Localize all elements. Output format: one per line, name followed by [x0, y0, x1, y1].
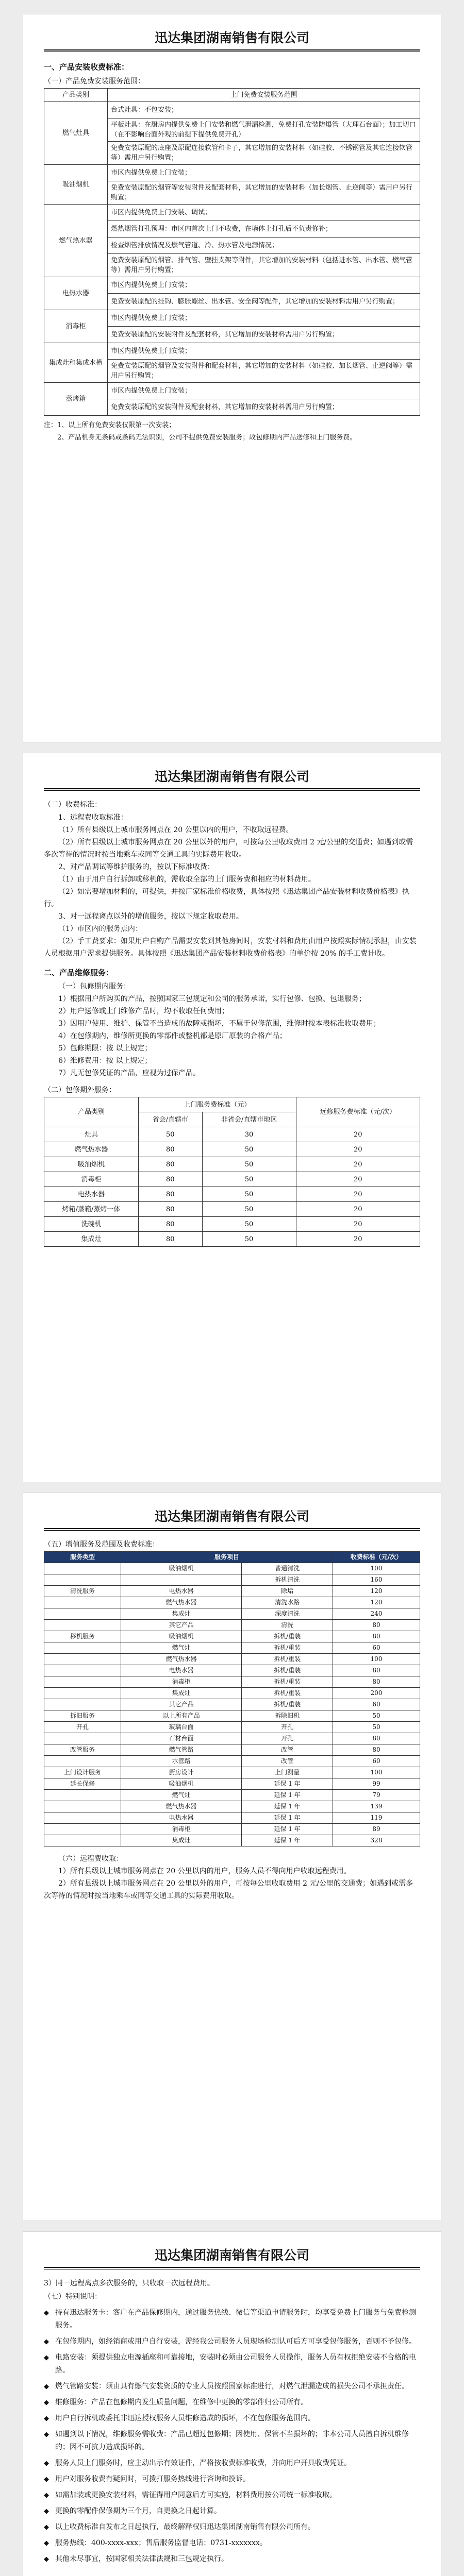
table-cell: 燃气灶	[121, 1790, 242, 1801]
paragraph: 4）在包修期内，维修所更换的零部件或整机都是原厂原装的合格产品；	[58, 1032, 287, 1040]
product-category: 燃气灶具	[44, 102, 108, 165]
header-rule	[44, 1528, 420, 1529]
table-cell: 电热水器	[121, 1665, 242, 1676]
header-rule	[44, 788, 420, 789]
table-cell: 拆机/重装	[242, 1654, 333, 1665]
table-cell: 20	[296, 1187, 420, 1202]
table-cell: 除垢	[242, 1586, 333, 1597]
table-row	[44, 1744, 420, 1756]
note-bullet: ◆ 在包修期内，如经销商或用户自行安装，需经我公司服务人员现场检测认可后方可享受包修服务，否则不予包修。	[44, 2335, 420, 2348]
page-2	[23, 753, 441, 1482]
table-cell: 99	[333, 1778, 420, 1790]
table-cell: 160	[333, 1574, 420, 1586]
header-rule	[44, 49, 420, 50]
paragraph: （2）如需要增加材料的，可提供，并按厂家标准价格收费，具体按照《迅达集团产品安装材料收费价格表》执行。	[44, 888, 409, 908]
note-bullet: ◆ 电路安装：须提供独立电源插座和可靠接地，安装时必须由公司服务人员操作，服务人员有权拒绝安装不合格的电路。	[44, 2351, 420, 2377]
table-cell: 延保 1 年	[242, 1812, 333, 1824]
paragraph: （2）所有县级以上城市服务网点在 20 公里以外的用户，可按每公里收取费用 2 元/公里的交通费；如遇到或需多次等待的情况时按当地乘车或同等交通工具的实际费用收取。	[44, 838, 413, 859]
table-row	[44, 1187, 420, 1202]
table-row	[44, 1202, 420, 1217]
table-cell: 燃气管路	[121, 1744, 242, 1756]
table-cell: 拆机/重装	[242, 1642, 333, 1654]
table-row	[44, 102, 420, 118]
table-cell: 延保 1 年	[242, 1790, 333, 1801]
table-row	[44, 1620, 420, 1631]
company-header: 迅达集团湖南销售有限公司	[154, 1509, 309, 1524]
table-cell: 240	[333, 1608, 420, 1620]
table-cell	[44, 1620, 121, 1631]
table-cell: 燃气灶	[121, 1642, 242, 1654]
col-header: 省会/直辖市	[139, 1112, 203, 1127]
table-row	[44, 1790, 420, 1801]
table-cell: 集成灶	[121, 1688, 242, 1699]
table-row	[44, 1733, 420, 1744]
table-cell: 拆机/重装	[242, 1665, 333, 1676]
table-cell: 50	[202, 1187, 296, 1202]
paragraph: 3）同一远程离点多次服务的，只收取一次远程费用。	[44, 2279, 214, 2287]
note-bullet: ◆ 更换的零配件保修期为三个月，自更换之日起计算。	[44, 2505, 420, 2518]
table-cell: 80	[139, 1157, 203, 1172]
table-cell: 拆除旧机	[242, 1710, 333, 1722]
table-cell: 拆旧服务	[44, 1710, 121, 1722]
table-cell: 80	[139, 1217, 203, 1232]
table-cell: 吸油烟机	[44, 1157, 139, 1172]
table-cell: 50	[139, 1127, 203, 1142]
product-category: 蒸烤箱	[44, 383, 108, 416]
table-cell	[44, 1574, 121, 1586]
table-row	[44, 1586, 420, 1597]
table-cell: 其它产品	[121, 1620, 242, 1631]
paragraph: （1）由于用户自行拆卸或移机的，需收取全部的上门服务费和相应的材料费用。	[58, 875, 316, 884]
table-cell	[44, 1812, 121, 1824]
table-cell: 改管	[242, 1756, 333, 1767]
col-header: 远修服务费标准（元/次）	[296, 1097, 420, 1127]
table-cell	[44, 1801, 121, 1812]
table-cell: 拆机/重装	[242, 1676, 333, 1688]
note-bullet: ◆ 服务热线：400-xxxx-xxx；售后服务监督电话：0731-xxxxxxx。	[44, 2537, 420, 2550]
company-header: 迅达集团湖南销售有限公司	[154, 2248, 309, 2263]
table-row	[44, 1812, 420, 1824]
paragraph: 3、对一远程离点以外的增值服务，按以下规定收取费用。	[58, 912, 243, 921]
table-cell: 60	[333, 1699, 420, 1710]
table-cell: 延保 1 年	[242, 1801, 333, 1812]
table-row	[44, 1642, 420, 1654]
col-header: 收费标准（元/次）	[333, 1552, 420, 1563]
table-row	[44, 1722, 420, 1733]
table-cell: 80	[333, 1676, 420, 1688]
paragraph: （一）包修期内服务：	[58, 982, 130, 991]
table-cell: 80	[139, 1187, 203, 1202]
table-cell: 深度清洗	[242, 1608, 333, 1620]
table-cell: 普通清洗	[242, 1563, 333, 1574]
service-scope: 市区内提供免费上门安装；	[108, 310, 420, 327]
service-scope: 市区内提供免费上门安装；	[108, 277, 420, 294]
table-cell: 以上所有产品	[121, 1710, 242, 1722]
table-row	[44, 1597, 420, 1608]
table-cell: 清洗	[242, 1620, 333, 1631]
table-row	[44, 383, 420, 399]
table-row	[44, 1172, 420, 1187]
table-row	[44, 310, 420, 327]
table-cell	[44, 1756, 121, 1767]
note-bullet: ◆ 服务人员上门服务时，应主动出示有效证件，严格按收费标准收费，并向用户开具收费凭证。	[44, 2457, 420, 2470]
table-cell: 80	[333, 1665, 420, 1676]
table-cell: 吸油烟机	[121, 1563, 242, 1574]
remote-fee-text	[44, 1853, 420, 1902]
table-cell: 20	[296, 1172, 420, 1187]
table-cell	[44, 1676, 121, 1688]
note-bullet: ◆ 其他未尽事宜，按国家相关法律法规和三包规定执行。	[44, 2553, 420, 2566]
paragraph: 6）维修费用：按 以上规定；	[58, 1057, 152, 1065]
service-scope: 市区内提供免费上门安装、调试；	[108, 205, 420, 221]
paragraph: 2）所有县级以上城市服务网点在 20 公里以外的用户，可按每公里收取费用 2 元/公里的交通费；如遇到或需多次等待的情况时按当地乘车或同等交通工具的实际费用收取。	[44, 1879, 413, 1900]
table-cell: 厨房设计	[121, 1767, 242, 1778]
table-cell: 延保 1 年	[242, 1835, 333, 1846]
table-cell: 80	[139, 1202, 203, 1217]
table-cell	[44, 1688, 121, 1699]
table-cell: 开孔	[44, 1722, 121, 1733]
table-cell: 80	[333, 1631, 420, 1642]
note-bullet: ◆ 燃气管路安装：须由具有燃气安装资质的专业人员按照国家标准进行，对燃气泄漏造成的损失公司不承担责任。	[44, 2380, 420, 2393]
table-cell: 20	[296, 1232, 420, 1247]
table-cell: 开孔	[242, 1733, 333, 1744]
table-cell: 改管服务	[44, 1744, 121, 1756]
free-install-table	[44, 88, 420, 416]
table-cell	[44, 1835, 121, 1846]
section-heading: 二、产品维修服务：	[44, 968, 114, 977]
company-header: 迅达集团湖南销售有限公司	[154, 30, 309, 45]
table-row	[44, 1631, 420, 1642]
table-cell: 吸油烟机	[121, 1631, 242, 1642]
table-cell: 石材台面	[121, 1733, 242, 1744]
service-scope: 免费安装原配的安装附件及配套材料，其它增加的安装材料需用户另行购置；	[108, 327, 420, 343]
table-cell: 80	[333, 1733, 420, 1744]
table-cell: 328	[333, 1835, 420, 1846]
table-cell	[44, 1642, 121, 1654]
note-bullet: ◆ 持有迅达服务卡：客户在产品保修期内，通过服务热线、微信等渠道申请服务时，均享受免费上门服务与免费检测服务。	[44, 2307, 420, 2332]
table-cell: 50	[333, 1710, 420, 1722]
header-rule	[44, 2267, 420, 2268]
table-cell: 89	[333, 1824, 420, 1835]
table-cell: 开孔	[242, 1722, 333, 1733]
page-4	[23, 2232, 441, 2576]
table-cell: 电热水器	[121, 1586, 242, 1597]
table-cell: 延长保修	[44, 1778, 121, 1790]
table-cell: 吸油烟机	[121, 1778, 242, 1790]
note-bullet: ◆ 如需加装或更换安装材料，需征得用户同意后方可实施，材料费用按公司统一标准收取。	[44, 2489, 420, 2502]
table-cell: 集成灶	[121, 1608, 242, 1620]
subsection-heading: （二）收费标准：	[44, 801, 102, 809]
table-cell: 60	[333, 1642, 420, 1654]
table-cell: 其它产品	[121, 1699, 242, 1710]
table-cell: 100	[333, 1563, 420, 1574]
table-cell: 20	[296, 1157, 420, 1172]
col-header: 服务类型	[44, 1552, 121, 1563]
table-cell: 电热水器	[121, 1812, 242, 1824]
table-cell: 60	[333, 1756, 420, 1767]
col-header: 非省会/直辖市地区	[202, 1112, 296, 1127]
table-cell	[121, 1574, 242, 1586]
table-cell: 拆机清洗	[242, 1574, 333, 1586]
table-row	[44, 1654, 420, 1665]
table-cell: 消毒柜	[121, 1676, 242, 1688]
col-header: 上门免费安装服务范围	[108, 89, 420, 102]
table-cell: 100	[333, 1654, 420, 1665]
table-row	[44, 343, 420, 360]
paragraph: （六）远程费收取：	[58, 1855, 123, 1863]
page-1	[23, 14, 441, 742]
product-category: 吸油烟机	[44, 165, 108, 205]
service-scope: 市区内提供免费上门安装；	[108, 165, 420, 181]
table-cell: 集成灶	[121, 1835, 242, 1846]
table-cell: 20	[296, 1127, 420, 1142]
table-cell: 燃气热水器	[121, 1597, 242, 1608]
table-row	[44, 1824, 420, 1835]
table-cell: 80	[139, 1142, 203, 1157]
table-cell: 50	[202, 1217, 296, 1232]
table-row	[44, 1835, 420, 1846]
table-cell: 200	[333, 1688, 420, 1699]
table-row	[44, 1665, 420, 1676]
table-cell: 集成灶	[44, 1232, 139, 1247]
table-cell: 消毒柜	[44, 1172, 139, 1187]
paragraph: 2、对产品调试等维护服务的，按以下标准收费：	[58, 863, 214, 871]
paragraph: （1）所有县级以上城市服务网点在 20 公里以内的用户，不收取远程费。	[58, 826, 293, 834]
paragraph: 7）凡无包修凭证的产品，应视为过保产品。	[58, 1069, 200, 1077]
table-cell	[44, 1699, 121, 1710]
service-scope: 市区内提供免费上门安装；	[108, 343, 420, 360]
table-cell: 50	[202, 1142, 296, 1157]
subsection-heading: （七）特别说明：	[44, 2293, 102, 2301]
header-rule	[44, 1530, 420, 1531]
table-cell	[44, 1790, 121, 1801]
table-cell: 烤箱/蒸箱/蒸烤一体	[44, 1202, 139, 1217]
paragraph: （2）手工费要求：如果用户自购产品需要安装到其他房间时，安装材料和费用由用户按照实际情况承担，由安装人员根据用户需求提供服务。具体按照《迅达集团产品安装材料收费价格表》的单价按 20% 的手工费计收。	[44, 937, 417, 958]
table-cell: 50	[202, 1202, 296, 1217]
table-cell: 移机服务	[44, 1631, 121, 1642]
service-scope: 检查烟管排放情况及燃气管道、冷、热水管及电源情况；	[108, 238, 420, 254]
table-cell: 拆机/重装	[242, 1699, 333, 1710]
table-row	[44, 1574, 420, 1586]
table-row	[44, 1699, 420, 1710]
table-row	[44, 1801, 420, 1812]
service-scope: 台式灶具：不包安装；	[108, 102, 420, 118]
table-cell: 上门设计服务	[44, 1767, 121, 1778]
table-row	[44, 1217, 420, 1232]
table-cell: 139	[333, 1801, 420, 1812]
table-row	[44, 1710, 420, 1722]
note-bullet: ◆ 用户对服务收费有疑问时，可拨打服务热线进行咨询和投诉。	[44, 2473, 420, 2486]
service-scope: 燃热烟管打孔预埋：市区内首次上门不收费，在墙体上打孔后不负责修补；	[108, 221, 420, 238]
header-rule	[44, 790, 420, 791]
table-cell: 拆机/重装	[242, 1631, 333, 1642]
table-cell: 拆机/重装	[242, 1688, 333, 1699]
table-cell: 20	[296, 1217, 420, 1232]
note: 2、产品机身无条码或条码无法识别，公司不提供免费安装服务；故包修期内产品送修和上门服务费。	[57, 434, 357, 442]
service-scope: 免费安装原配的烟管及安装附件和配套材料，其它增加的安装材料（如硅胶、加长烟管、止逆阀等）需用户另行购置；	[108, 360, 420, 383]
table-cell: 50	[202, 1172, 296, 1187]
paragraph: 5）包修期限：按 以上规定；	[58, 1044, 152, 1053]
paragraph: 1）根据用户所购买的产品，按照国家三包规定和公司的服务承诺，实行包修、包换、包退服务；	[58, 995, 366, 1003]
table-cell: 清洗服务	[44, 1586, 121, 1597]
table-cell: 20	[296, 1142, 420, 1157]
table-cell: 20	[296, 1202, 420, 1217]
table-row	[44, 1232, 420, 1247]
value-added-service-table	[44, 1551, 420, 1846]
note: 注：1、以上所有免费安装仅限第一次安装；	[44, 421, 176, 429]
table-cell	[44, 1665, 121, 1676]
table-cell: 燃气热水器	[44, 1142, 139, 1157]
paragraph: 1）所有县级以上城市服务网点在 20 公里以内的用户，服务人员不得向用户收取远程费用。	[58, 1867, 351, 1875]
note-bullet: ◆ 用户自行拆机或委托非迅达授权服务人员维修造成的损坏，不在包修服务范围内。	[44, 2412, 420, 2425]
table-cell: 消毒柜	[121, 1824, 242, 1835]
table-cell: 洗碗机	[44, 1217, 139, 1232]
table-cell: 电热水器	[44, 1187, 139, 1202]
col-header: 上门服务费标准（元）	[139, 1097, 296, 1112]
table-cell: 80	[139, 1172, 203, 1187]
col-header: 服务项目	[121, 1552, 333, 1563]
table-row	[44, 1688, 420, 1699]
table-row	[44, 1563, 420, 1574]
table-row	[44, 1778, 420, 1790]
table-cell: 灶具	[44, 1127, 139, 1142]
product-category: 集成灶和集成水槽	[44, 343, 108, 383]
service-scope: 免费安装原配的挂钩、膨胀螺丝、出水管、安全阀等配件，其它增加的安装材料需用户另行购置；	[108, 294, 420, 310]
table-cell: 120	[333, 1586, 420, 1597]
table-cell: 100	[333, 1767, 420, 1778]
table-cell: 120	[333, 1597, 420, 1608]
product-category: 消毒柜	[44, 310, 108, 343]
table-cell: 燃气热水器	[121, 1801, 242, 1812]
table-cell: 80	[139, 1232, 203, 1247]
table-cell: 119	[333, 1812, 420, 1824]
service-scope: 免费安装原配的安装附件及配套材料，其它增加的安装材料需用户另行购置；	[108, 399, 420, 416]
product-category: 电热水器	[44, 277, 108, 310]
service-scope: 平板灶具：在厨房内提供免费上门安装和燃气泄漏检测，免费打孔安装防爆管（大理石台面）；加工切口（在不影响台面外观的前提下提供免费开孔）	[108, 118, 420, 142]
paragraph: 1、远程费收取标准：	[58, 814, 128, 822]
repair-fee-table	[44, 1097, 420, 1247]
note-bullet: ◆ 如遇到以下情况，维修服务需收费：产品已超过包修期；因使用、保管不当损坏的；非本公司人员擅自拆机维修的；因不可抗力造成损坏的。	[44, 2428, 420, 2454]
table-cell: 50	[333, 1722, 420, 1733]
table-cell: 79	[333, 1790, 420, 1801]
table-row	[44, 1756, 420, 1767]
table-cell	[44, 1563, 121, 1574]
table-cell: 上门测量	[242, 1767, 333, 1778]
table-cell	[44, 1824, 121, 1835]
special-notes	[44, 2307, 420, 2566]
note-bullet: ◆ 以上收费标准自发布之日起执行，最终解释权归迅达集团湖南销售有限公司所有。	[44, 2521, 420, 2534]
table-cell	[44, 1608, 121, 1620]
table-cell	[44, 1597, 121, 1608]
service-scope: 免费安装原配的底座及原配连接软管和卡子，其它增加的安装材料（如硅胶、不锈钢管及其它连接软管等）需用户另行购置；	[108, 142, 420, 165]
table-cell: 燃气热水器	[121, 1654, 242, 1665]
table-cell	[44, 1654, 121, 1665]
table-row	[44, 165, 420, 181]
table-cell	[44, 1733, 121, 1744]
table-cell: 延保 1 年	[242, 1778, 333, 1790]
table-cell: 50	[202, 1232, 296, 1247]
paragraph: 2）用户送修或上门维修产品时，均不收取任何费用；	[58, 1007, 229, 1015]
service-scope: 免费安装原配的烟管等安装附件及配套材料，其它增加的安装材料（加长烟管、止逆阀等）需用户另行购置；	[108, 181, 420, 205]
paragraph: （1）市区内的服务点内：	[58, 925, 142, 933]
table-row	[44, 205, 420, 221]
table-cell: 延保 1 年	[242, 1824, 333, 1835]
col-header: 产品类别	[44, 1097, 139, 1127]
note-bullet: ◆ 维修服务：产品在包修期内发生质量问题，在维修中更换的零部件归公司所有。	[44, 2396, 420, 2409]
table-row	[44, 1142, 420, 1157]
service-scope: 免费安装原配的烟管、排气管、壁挂支架等附件，其它增加的安装材料（包括进水管、出水管、燃气管等）需用户另行购置；	[108, 254, 420, 277]
company-header: 迅达集团湖南销售有限公司	[154, 769, 309, 784]
table-row	[44, 1676, 420, 1688]
table-cell: 80	[333, 1744, 420, 1756]
table-row	[44, 277, 420, 294]
service-scope: 市区内提供免费上门安装；	[108, 383, 420, 399]
table-cell: 80	[333, 1620, 420, 1631]
subsection-heading: （二）包修期外服务：	[44, 1086, 116, 1094]
table-row	[44, 1608, 420, 1620]
table-row	[44, 1127, 420, 1142]
table-cell: 玻璃台面	[121, 1722, 242, 1733]
product-category: 燃气热水器	[44, 205, 108, 277]
table-cell: 水管路	[121, 1756, 242, 1767]
table-cell: 改管	[242, 1744, 333, 1756]
subsection-heading: （五）增值服务及范围及收费标准：	[44, 1540, 159, 1549]
page-3	[23, 1493, 441, 2221]
table-cell: 30	[202, 1127, 296, 1142]
section-heading: 一、产品安装收费标准：	[44, 62, 129, 72]
table-row	[44, 1767, 420, 1778]
table-cell: 清洗水路	[242, 1597, 333, 1608]
repair-text	[44, 980, 420, 1079]
table-row	[44, 1157, 420, 1172]
subsection-heading: （一）产品免费安装服务范围：	[44, 77, 145, 86]
table-cell: 50	[202, 1157, 296, 1172]
paragraph: 3）因用户使用、维护、保管不当造成的故障或损坏，不属于包修范围，维修时按本表标准收取费用；	[58, 1020, 380, 1028]
col-header: 产品类别	[44, 89, 108, 102]
fee-rules-text	[44, 811, 420, 960]
